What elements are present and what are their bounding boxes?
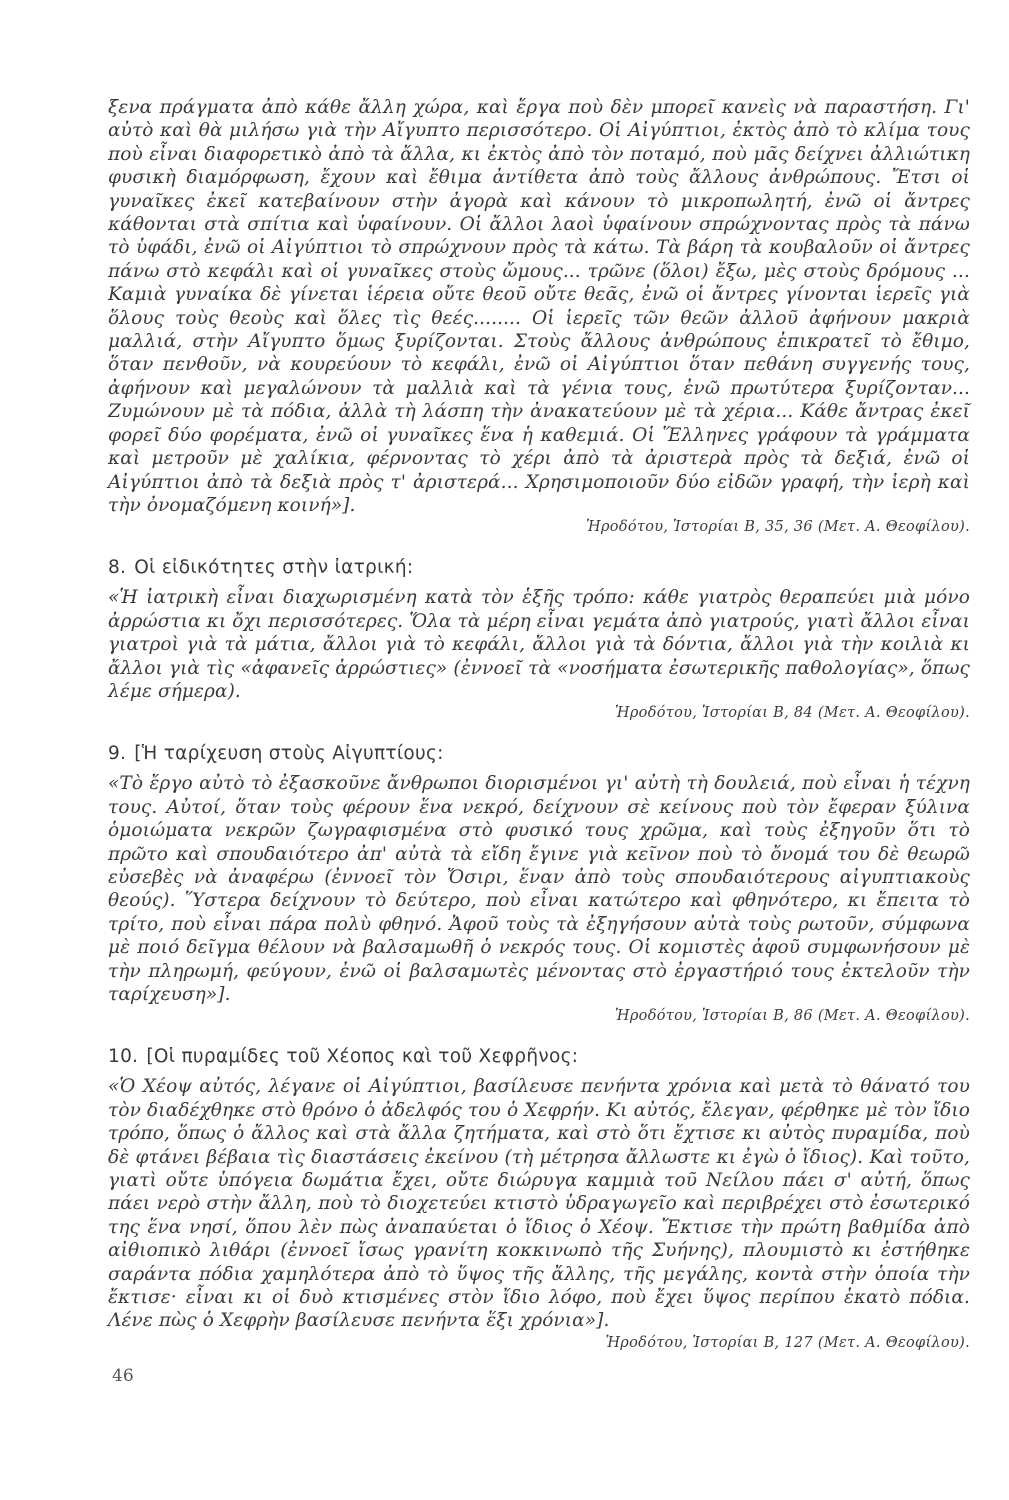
section-number: 10. [108, 1046, 139, 1068]
section-title: [Ἡ ταρίχευση στοὺς Αἰγυπτίους: [134, 743, 444, 765]
section-heading [108, 557, 970, 578]
continuation-paragraph: ξενα πράγματα ἀπὸ κάθε ἄλλη χώρα, καὶ ἔργα ποὺ δὲν μπορεῖ κανεὶς νὰ παραστήση. Γι' αὐτὸ καὶ θὰ μιλήσω γιὰ τὴν Αἴγυπτο περισσότερο. Οἱ Αἰγύπτιοι, ἐκτὸς ἀπὸ τὸ κλίμα τους ποὺ εἶναι διαφορετικὸ ἀπὸ τὰ ἄλλα, κι ἐκτὸς ἀπὸ τὸν ποταμό, ποὺ μᾶς δείχνει ἀλλιώτικη φυσικὴ διαμόρφωση, ἔχουν καὶ ἔθιμα ἀντίθετα ἀπὸ τοὺς ἄλλους ἀνθρώπους. Ἔτσι οἱ γυναῖκες ἐκεῖ κατεβαίνουν στὴν ἀγορὰ καὶ κάνουν τὸ μικροπωλητή, ἐνῶ οἱ ἄντρες κάθονται στὰ σπίτια καὶ ὑφαίνουν. Οἱ ἄλλοι λαοὶ ὑφαίνουν σπρώχνοντας πρὸς τὰ πάνω τὸ ὑφάδι, ἐνῶ οἱ Αἰγύπτιοι τὸ σπρώχνουν πρὸς τὰ κάτω. Τὰ βάρη τὰ κουβαλοῦν οἱ ἄντρες πάνω στὸ κεφάλι καὶ οἱ γυναῖκες στοὺς ὤμους... τρῶνε (ὅλοι) ἔξω, μὲς στοὺς δρόμους ... Καμιὰ γυναίκα δὲ γίνεται ἱέρεια οὔτε θεοῦ οὔτε θεᾶς, ἐνῶ οἱ ἄντρες γίνονται ἱερεῖς γιὰ ὅλους τοὺς θεοὺς καὶ ὅλες τὶς θεές........ Οἱ ἱερεῖς τῶν θεῶν ἀλλοῦ ἀφήνουν μακριὰ μαλλιά, στὴν Αἴγυπτο ὅμως ξυρίζονται. Στοὺς ἄλλους ἀνθρώπους ἐπικρατεῖ τὸ ἔθιμο, ὅταν πενθοῦν, νὰ κουρεύουν τὸ κεφάλι, ἐνῶ οἱ Αἰγύπτιοι ὅταν πεθάνη συγγενής τους, ἀφήνουν καὶ μεγαλώνουν τὰ μαλλιὰ καὶ τὰ γένια τους, ἐνῶ πρωτύτερα ξυρίζονταν... Ζυμώνουν μὲ τὰ πόδια, ἀλλὰ τὴ λάσπη τὴν ἀνακατεύουν μὲ τὰ χέρια... Κάθε ἄντρας ἐκεῖ φορεῖ δύο φορέματα, ἐνῶ οἱ γυναῖκες ἕνα ἡ καθεμιά. Οἱ Ἕλληνες γράφουν τὰ γράμματα καὶ μετροῦν μὲ χαλίκια, φέρνοντας τὸ χέρι ἀπὸ τὰ ἀριστερὰ πρὸς τὰ δεξιά, ἐνῶ οἱ Αἰγύπτιοι ἀπὸ τὰ δεξιὰ πρὸς τ' ἀριστερά... Χρησιμοποιοῦν δύο εἰδῶν γραφή, τὴν ἱερὴ καὶ τὴν ὀνομαζόμενη κοινή»]. [108, 97, 970, 516]
section-title: [Οἱ πυραμίδες τοῦ Χέοπος καὶ τοῦ Χεφρῆνος: [146, 1046, 579, 1068]
section-heading [108, 1046, 970, 1067]
section-source: Ἡροδότου, Ἱστορίαι Β, 86 (Μετ. Α. Θεοφίλου). [615, 1008, 970, 1025]
section-number: 9. [108, 743, 127, 765]
section-paragraph: «Ἡ ἰατρικὴ εἶναι διαχωρισμένη κατὰ τὸν ἑξῆς τρόπο: κάθε γιατρὸς θεραπεύει μιὰ μόνο ἀρρώστια κι ὄχι περισσότερες. Ὅλα τὰ μέρη εἶναι γεμάτα ἀπὸ γιατρούς, γιατὶ ἄλλοι εἶναι γιατροὶ γιὰ τὰ μάτια, ἄλλοι γιὰ τὸ κεφάλι, ἄλλοι γιὰ τὰ δόντια, ἄλλοι γιὰ τὴν κοιλιὰ κι ἄλλοι γιὰ τὶς «ἀφανεῖς ἀρρώστιες» (ἐννοεῖ τὰ «νοσήματα ἐσωτερικῆς παθολογίας», ὅπως λέμε σήμερα). [108, 587, 971, 702]
section-heading [108, 743, 970, 764]
section-title: Οἱ εἰδικότητες στὴν ἰατρική: [134, 557, 414, 579]
section-source: Ἡροδότου, Ἱστορίαι Β, 127 (Μετ. Α. Θεοφίλου). [605, 1334, 970, 1351]
section-source: Ἡροδότου, Ἱστορίαι Β, 84 (Μετ. Α. Θεοφίλου). [615, 705, 970, 722]
section-9 [108, 743, 970, 1024]
page-number: 46 [112, 1366, 134, 1386]
section-paragraph: «Τὸ ἔργο αὐτὸ τὸ ἐξασκοῦνε ἄνθρωποι διορισμένοι γι' αὐτὴ τὴ δουλειά, ποὺ εἶναι ἡ τέχνη τους. Αὐτοί, ὅταν τοὺς φέρουν ἕνα νεκρό, δείχνουν σὲ κείνους ποὺ τὸν ἔφεραν ξύλινα ὁμοιώματα νεκρῶν ζωγραφισμένα στὸ φυσικό τους χρῶμα, καὶ τοὺς ἐξηγοῦν ὅτι τὸ πρῶτο καὶ σπουδαιότερο ἀπ' αὐτὰ τὰ εἴδη ἔγινε γιὰ κεῖνον ποὺ τὸ ὄνομά του δὲ θεωρῶ εὐσεβὲς νὰ ἀναφέρω (ἐννοεῖ τὸν Ὄσιρι, ἕναν ἀπὸ τοὺς σπουδαιότερους αἰγυπτιακοὺς θεούς). Ὕστερα δείχνουν τὸ δεύτερο, ποὺ εἶναι κατώτερο καὶ φθηνότερο, κι ἔπειτα τὸ τρίτο, ποὺ εἶναι πάρα πολὺ φθηνό. Ἀφοῦ τοὺς τὰ ἐξηγήσουν αὐτὰ τοὺς ρωτοῦν, σύμφωνα μὲ ποιό δεῖγμα θέλουν νὰ βαλσαμωθῆ ὁ νεκρός τους. Οἱ κομιστὲς ἀφοῦ συμφωνήσουν μὲ τὴν πληρωμή, φεύγουν, ἐνῶ οἱ βαλσαμωτὲς μένοντας στὸ ἐργαστήριό τους ἐκτελοῦν τὴν ταρίχευση»]. [108, 773, 970, 1005]
section-10 [108, 1046, 970, 1350]
continuation-source: Ἡροδότου, Ἱστορίαι Β, 35, 36 (Μετ. Α. Θεοφίλου). [586, 519, 970, 536]
page-body [108, 96, 970, 1351]
section-paragraph: «Ὁ Χέοψ αὐτός, λέγανε οἱ Αἰγύπτιοι, βασίλευσε πενήντα χρόνια καὶ μετὰ τὸ θάνατό του τὸν διαδέχθηκε στὸ θρόνο ὁ ἀδελφός του ὁ Χεφρήν. Κι αὐτός, ἔλεγαν, φέρθηκε μὲ τὸν ἴδιο τρόπο, ὅπως ὁ ἄλλος καὶ στὰ ἄλλα ζητήματα, καὶ στὸ ὅτι ἔχτισε κι αὐτὸς πυραμίδα, ποὺ δὲ φτάνει βέβαια τὶς διαστάσεις ἐκείνου (τὴ μέτρησα ἄλλωστε κι ἐγὼ ὁ ἴδιος). Καὶ τοῦτο, γιατὶ οὔτε ὑπόγεια δωμάτια ἔχει, οὔτε διώρυγα καμμιὰ τοῦ Νείλου πάει σ' αὐτή, ὅπως πάει νερὸ στὴν ἄλλη, ποὺ τὸ διοχετεύει κτιστὸ ὑδραγωγεῖο καὶ περιβρέχει στὸ ἐσωτερικό της ἕνα νησί, ὅπου λὲν πὼς ἀναπαύεται ὁ ἴδιος ὁ Χέοψ. Ἔκτισε τὴν πρώτη βαθμίδα ἀπὸ αἰθιοπικὸ λιθάρι (ἐννοεῖ ἴσως γρανίτη κοκκινωπὸ τῆς Συήνης), πλουμιστὸ κι ἐστήθηκε σαράντα πόδια χαμηλότερα ἀπὸ τὸ ὕψος τῆς ἄλλης, τῆς μεγάλης, κοντὰ στὴν ὁποία τὴν ἔκτισε· εἶναι κι οἱ δυὸ κτισμένες στὸν ἴδιο λόφο, ποὺ ἔχει ὕψος περίπου ἑκατὸ πόδια. Λένε πὼς ὁ Χεφρὴν βασίλευσε πενήντα ἕξι χρόνια»]. [108, 1076, 970, 1332]
section-8 [108, 557, 970, 721]
section-number: 8. [108, 557, 127, 579]
